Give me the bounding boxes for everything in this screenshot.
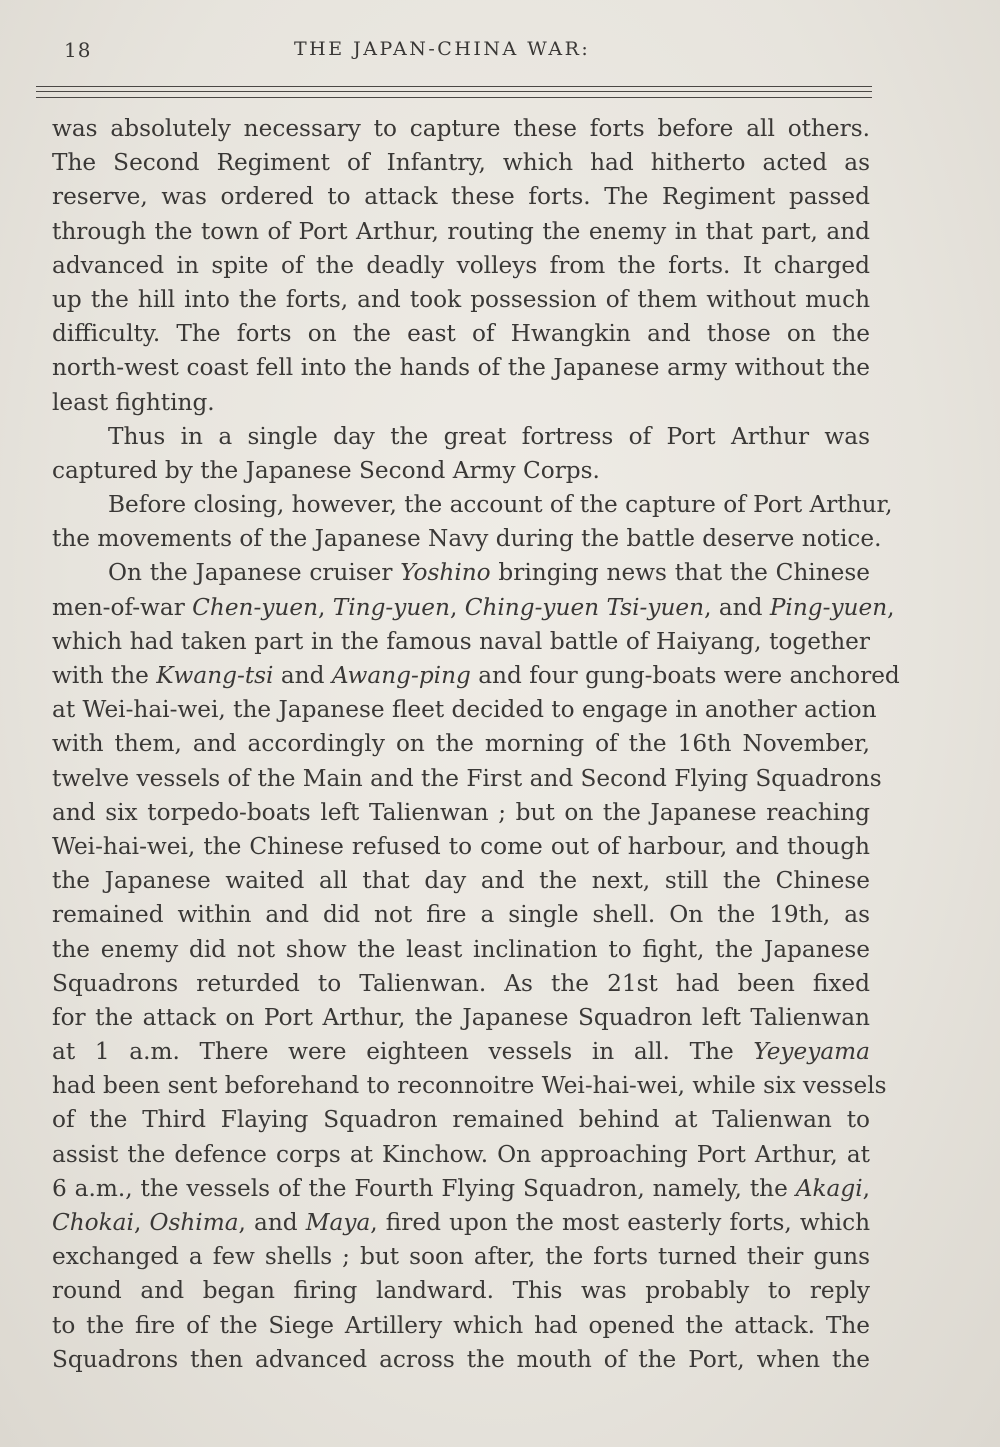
header-rule-middle [36,91,872,92]
text-line: assist the defence corps at Kinchow. On approaching Port Arthur, at [52,1140,870,1168]
text-line: Wei-hai-wei, the Chinese refused to come out of harbour, and though [52,832,870,860]
text-line: was absolutely necessary to capture these forts before all others. [52,115,870,142]
ship-name: Akagi [795,1174,863,1202]
text-line: the enemy did not show the least inclination to fight, the Japanese [52,935,870,963]
text-line: which had taken part in the famous naval battle of Haiyang, together [52,627,870,655]
text-line: up the hill into the forts, and took possession of them without much [52,285,870,313]
ship-name: Oshima [149,1209,239,1236]
text-line: least fighting. [52,388,215,416]
text-line: the movements of the Japanese Navy during the battle deserve notice. [52,525,882,553]
page-number: 18 [64,38,92,62]
body-text [52,112,900,1377]
ship-name: Yeyeyama [753,1038,870,1066]
text-line: 6 a.m., the vessels of the Fourth Flying Squadron, namely, the Akagi, [52,1174,870,1202]
text-line: north-west coast fell into the hands of the Japanese army without the [52,354,870,382]
ship-name: Yoshino [400,559,491,587]
header-rule-bottom [36,97,872,98]
text-line: twelve vessels of the Main and the First and Second Flying Squadrons [52,764,882,792]
text-line: remained within and did not fire a single shell. On the 19th, as [52,901,870,929]
ship-name: Chokai [52,1209,134,1236]
ship-name: Ching-yuen Tsi-yuen [464,593,705,621]
text-line: of the Third Flaying Squadron remained behind at Talienwan to [52,1106,870,1134]
ship-name: Awang-ping [331,662,471,689]
text-line: Chokai, Oshima, and Maya, fired upon the most easterly forts, which [52,1209,870,1236]
text-line: through the town of Port Arthur, routing the enemy in that part, and [52,217,870,245]
text-line: difficulty. The forts on the east of Hwangkin and those on the [52,320,870,348]
text-line: men-of-war Chen-yuen, Ting-yuen, Ching-yuen Tsi-yuen, and Ping-yuen, [52,593,895,621]
text-line: Before closing, however, the account of the capture of Port Arthur, [108,491,893,519]
header-rule-top [36,86,872,87]
ship-name: Ping-yuen [769,593,888,621]
text-line: round and began firing landward. This was probably to reply [52,1277,870,1305]
text-line: at 1 a.m. There were eighteen vessels in all. The Yeyeyama [52,1038,870,1066]
page-header [64,38,870,68]
text-line: On the Japanese cruiser Yoshino bringing news that the Chinese [108,559,870,587]
text-line: had been sent beforehand to reconnoitre Wei-hai-wei, while six vessels [52,1072,887,1100]
text-line: exchanged a few shells ; but soon after, the forts turned their guns [52,1243,870,1271]
ship-name: Kwang-tsi [156,662,274,689]
ship-name: Maya [305,1209,371,1236]
text-line: The Second Regiment of Infantry, which had hitherto acted as [52,149,870,177]
text-line: advanced in spite of the deadly volleys from the forts. It charged [52,251,870,279]
text-line: Squadrons returded to Talienwan. As the 21st had been fixed [52,969,870,997]
text-line: with them, and accordingly on the morning of the 16th November, [52,730,870,758]
ship-name: Chen-yuen [192,593,319,621]
text-line: reserve, was ordered to attack these forts. The Regiment passed [52,183,870,211]
text-line: with the Kwang-tsi and Awang-ping and four gung-boats were anchored [52,662,900,689]
text-line: for the attack on Port Arthur, the Japanese Squadron left Talienwan [52,1003,870,1031]
text-line: to the fire of the Siege Artillery which had opened the attack. The [52,1311,870,1339]
ship-name: Ting-yuen [332,593,450,621]
text-line: and six torpedo-boats left Talienwan ; but on the Japanese reaching [52,798,870,826]
text-line: the Japanese waited all that day and the next, still the Chinese [52,867,870,895]
text-line: Squadrons then advanced across the mouth of the Port, when the [52,1345,870,1373]
text-line: Thus in a single day the great fortress of Port Arthur was [108,422,870,450]
running-title: THE JAPAN-CHINA WAR: [294,38,591,60]
text-line: captured by the Japanese Second Army Corps. [52,456,600,484]
text-line: at Wei-hai-wei, the Japanese fleet decided to engage in another action [52,696,877,724]
